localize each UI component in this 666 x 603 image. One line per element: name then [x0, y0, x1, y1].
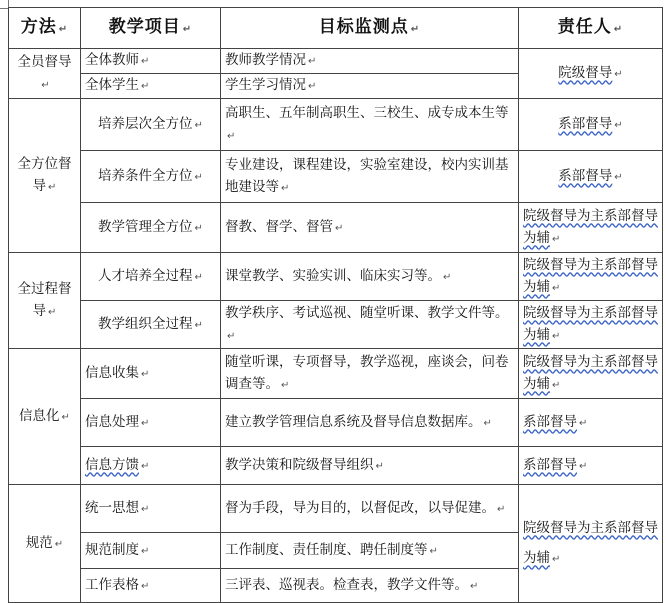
- owner-cell: 系部督导 ↵: [519, 151, 663, 203]
- header-owner: 责任人 ↵: [519, 8, 663, 49]
- point-cell: 高职生、五年制高职生、三校生、成专成本生等↵: [221, 99, 519, 151]
- item-cell: 统一思想 ↵: [81, 485, 221, 533]
- table-row: [9, 301, 663, 349]
- point-cell: 随堂听课，专项督导，教学巡视，座谈会，问卷调查等。 ↵: [221, 349, 519, 399]
- owner-cell: 系部督导 ↵: [519, 447, 663, 485]
- item-cell: 人才培养全过程 ↵: [81, 253, 221, 301]
- method-cell: 全过程督导 ↵: [9, 253, 81, 349]
- point-cell: 教师教学情况 ↵: [221, 49, 519, 74]
- point-cell: 工作制度、责任制度、聘任制度等 ↵: [221, 533, 519, 569]
- header-row: [9, 8, 663, 49]
- item-cell: 教学管理全方位 ↵: [81, 203, 221, 253]
- item-cell: 信息方馈 ↵: [81, 447, 221, 485]
- point-cell: 建立教学管理信息系统及督导信息数据库。 ↵: [221, 399, 519, 447]
- header-item: 教学项目 ↵: [81, 8, 221, 49]
- point-cell: 三评表、巡视表。检查表，教学文件等。 ↵: [221, 569, 519, 603]
- item-cell: 全体学生 ↵: [81, 74, 221, 99]
- method-cell: 信息化 ↵: [9, 349, 81, 485]
- owner-cell: 院级督导为主系部督导为辅 ↵: [519, 203, 663, 253]
- item-cell: 教学组织全过程 ↵: [81, 301, 221, 349]
- point-cell: 课堂教学、实验实训、临床实习等。 ↵: [221, 253, 519, 301]
- item-cell: 工作表格 ↵: [81, 569, 221, 603]
- point-cell: 专业建设，课程建设，实验室建设，校内实训基地建设等 ↵: [221, 151, 519, 203]
- table-row: [9, 49, 663, 74]
- method-cell: 全方位督导 ↵: [9, 99, 81, 253]
- item-cell: 全体教师 ↵: [81, 49, 221, 74]
- method-cell: 规范 ↵: [9, 485, 81, 603]
- point-cell: 督为手段，导为目的，以督促改，以导促建。 ↵: [221, 485, 519, 533]
- item-cell: 培养层次全方位 ↵: [81, 99, 221, 151]
- table-row: [9, 447, 663, 485]
- point-cell: 教学秩序、考试巡视、随堂听课、教学文件等。↵: [221, 301, 519, 349]
- owner-cell: 院级督导为主系部督导为辅 ↵: [519, 301, 663, 349]
- header-method: 方法 ↵: [9, 8, 81, 49]
- owner-cell: 院级督导为主系部督导为辅 ↵: [519, 253, 663, 301]
- item-cell: 规范制度 ↵: [81, 533, 221, 569]
- method-cell: 全员督导↵: [9, 49, 81, 99]
- table-row: [9, 151, 663, 203]
- table-row: [9, 99, 663, 151]
- header-point: 目标监测点 ↵: [221, 8, 519, 49]
- table-row: [9, 349, 663, 399]
- table-row: [9, 485, 663, 533]
- table-row: [9, 399, 663, 447]
- table-row: [9, 253, 663, 301]
- point-cell: 督教、督学、督管 ↵: [221, 203, 519, 253]
- owner-cell: 系部督导 ↵: [519, 99, 663, 151]
- point-cell: 教学决策和院级督导组织 ↵: [221, 447, 519, 485]
- table-row: [9, 203, 663, 253]
- item-cell: 培养条件全方位 ↵: [81, 151, 221, 203]
- owner-cell: 系部督导 ↵: [519, 399, 663, 447]
- item-cell: 信息收集 ↵: [81, 349, 221, 399]
- owner-cell: 院级督导为主系部督导为辅 ↵: [519, 485, 663, 603]
- point-cell: 学生学习情况 ↵: [221, 74, 519, 99]
- owner-cell: 院级督导为主系部督导为辅 ↵: [519, 349, 663, 399]
- item-cell: 信息处理 ↵: [81, 399, 221, 447]
- supervision-table: [8, 7, 663, 603]
- owner-cell: 院级督导 ↵: [519, 49, 663, 99]
